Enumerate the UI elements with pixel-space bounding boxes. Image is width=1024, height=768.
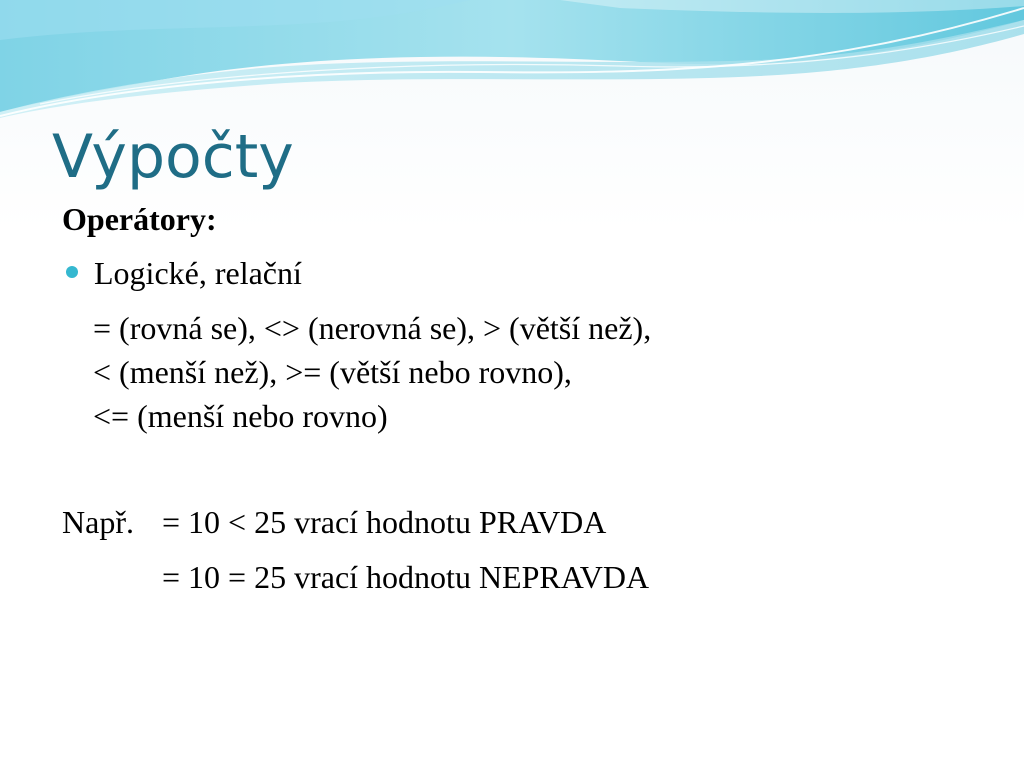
operator-line: = (rovná se), <> (nerovná se), > (větší než), [93,310,652,346]
bullet-text: Logické, relační [94,255,302,291]
operator-line: < (menší než), >= (větší nebo rovno), [93,354,572,390]
example-line: = 10 = 25 vrací hodnotu NEPRAVDA [162,559,650,595]
slide-title: Výpočty [52,122,294,192]
bullet-dot-icon [66,266,78,278]
example-line: = 10 < 25 vrací hodnotu PRAVDA [162,504,607,540]
operator-line: <= (menší nebo rovno) [93,398,388,434]
example-label: Např. [62,504,134,540]
section-heading: Operátory: [62,201,217,237]
